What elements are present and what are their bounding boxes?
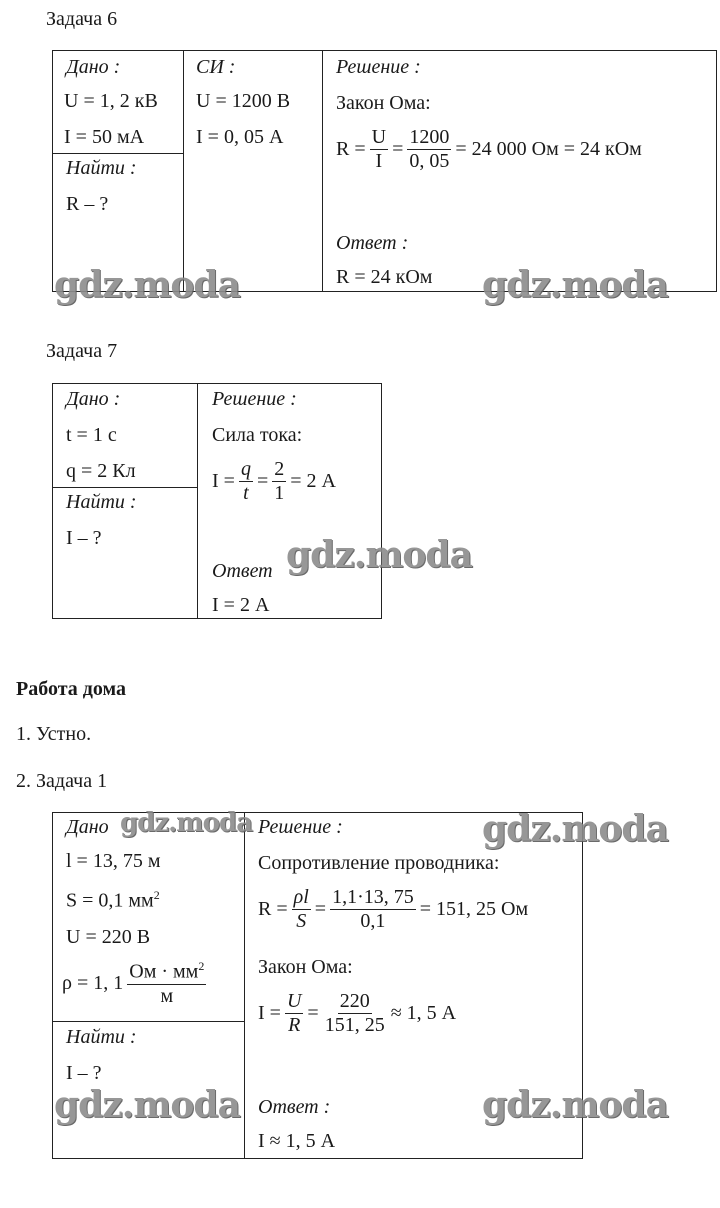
- task1-divider: [244, 812, 245, 1159]
- task6-si-voltage: U = 1200 В: [196, 90, 291, 112]
- task1-eq2-f2-num: 220: [339, 990, 370, 1012]
- task1-eq2-f1-num: U: [286, 990, 302, 1012]
- watermark: gdz.moda: [482, 264, 668, 306]
- task7-eq-f1-num: q: [240, 458, 251, 480]
- task7-given-divider: [52, 487, 197, 488]
- task1-eq1-fraction-2: [330, 886, 416, 933]
- task7-find-label: Найти :: [66, 491, 137, 513]
- task1-given-label: Дано: [66, 816, 109, 838]
- task1-find-label: Найти :: [66, 1026, 137, 1048]
- task7-eq-equals: =: [256, 470, 269, 492]
- task6-divider-2: [322, 50, 323, 292]
- task1-eq2-result: ≈ 1, 5 А: [390, 1002, 457, 1024]
- task6-divider-1: [183, 50, 184, 292]
- watermark: gdz.moda: [54, 264, 240, 306]
- task6-given-label: Дано :: [66, 56, 121, 78]
- task6-answer: R = 24 кОм: [336, 266, 433, 288]
- task7-eq-f2-num: 2: [274, 458, 285, 480]
- task6-solution-label: Решение :: [336, 56, 421, 78]
- task1-eq2-fraction-2: [323, 990, 387, 1037]
- task7-given-time: t = 1 с: [66, 424, 117, 446]
- task1-given-area: [66, 888, 160, 913]
- task7-solution-label: Решение :: [212, 388, 297, 410]
- task1-resistance-title: Сопротивление проводника:: [258, 852, 500, 874]
- task6-eq-equals: =: [392, 138, 404, 160]
- task1-answer: I ≈ 1, 5 А: [258, 1130, 336, 1152]
- task1-eq1-f1-den: S: [296, 910, 307, 932]
- task6-law: Закон Ома:: [336, 92, 431, 114]
- task1-eq2-fraction-1: [285, 990, 303, 1037]
- task7-given-label: Дано :: [66, 388, 121, 410]
- task1-given-length: l = 13, 75 м: [66, 850, 161, 872]
- task7-divider: [197, 383, 198, 619]
- task7-eq-f1-den: t: [243, 482, 249, 504]
- task6-answer-label: Ответ :: [336, 232, 409, 254]
- task1-eq1-f1-num: ρl: [293, 886, 309, 908]
- task7-find: I – ?: [66, 527, 102, 549]
- task6-find: R – ?: [66, 193, 109, 215]
- task6-given-current: I = 50 мА: [64, 126, 145, 148]
- task7-answer: I = 2 А: [212, 594, 270, 616]
- task1-find: I – ?: [66, 1062, 102, 1084]
- task6-si-current: I = 0, 05 А: [196, 126, 284, 148]
- task1-eq2-equals: =: [307, 1002, 319, 1024]
- task6-find-label: Найти :: [66, 157, 137, 179]
- task7-eq-result: = 2 А: [290, 470, 336, 492]
- task6-eq-fraction-1: [370, 126, 388, 173]
- homework-item-2: 2. Задача 1: [16, 770, 108, 792]
- task6-eq-f2-num: 1200: [409, 126, 450, 148]
- task7-equation: [212, 458, 336, 505]
- task1-equation-2: [258, 990, 456, 1037]
- task7-eq-fraction-1: [239, 458, 253, 505]
- task1-eq2-f1-den: R: [288, 1014, 301, 1036]
- task6-title: Задача 6: [46, 8, 118, 30]
- watermark: gdz.moda: [54, 1084, 240, 1126]
- task1-rho-num: [127, 960, 206, 985]
- task6-equation: [336, 126, 642, 173]
- homework-item-1: 1. Устно.: [16, 723, 92, 745]
- task6-eq-f1-num: U: [371, 126, 387, 148]
- task6-given-voltage: U = 1, 2 кВ: [64, 90, 158, 112]
- watermark: gdz.moda: [120, 808, 253, 838]
- task1-equation-1: [258, 886, 528, 933]
- task1-rho-num-sup: 2: [198, 959, 205, 973]
- task6-eq-result: = 24 000 Ом = 24 кОм: [455, 138, 642, 160]
- task7-eq-f2-den: 1: [274, 482, 285, 504]
- task7-eq-lhs: I =: [212, 470, 235, 492]
- task7-law: Сила тока:: [212, 424, 303, 446]
- task1-solution-label: Решение :: [258, 816, 343, 838]
- task6-eq-lhs: R =: [336, 138, 366, 160]
- task1-eq2-f2-den: 151, 25: [324, 1014, 385, 1036]
- task1-given-resistivity: [62, 960, 210, 1008]
- task1-eq1-equals: =: [314, 898, 327, 920]
- task1-eq2-lhs: I =: [258, 1002, 281, 1024]
- task1-eq1-result: = 151, 25 Ом: [419, 898, 529, 920]
- task1-eq1-lhs: R =: [258, 898, 288, 920]
- watermark: gdz.moda: [482, 1084, 668, 1126]
- task6-eq-fraction-2: [407, 126, 451, 173]
- task1-rho-fraction: [127, 960, 206, 1008]
- task1-answer-label: Ответ :: [258, 1096, 331, 1118]
- task7-eq-fraction-2: [272, 458, 286, 505]
- homework-heading: Работа дома: [16, 678, 126, 700]
- task1-given-voltage: U = 220 В: [66, 926, 151, 948]
- task1-rho-den: м: [160, 984, 174, 1007]
- task1-eq1-f2-den: 0,1: [360, 910, 386, 932]
- task1-rho-lhs: ρ = 1, 1: [62, 972, 124, 995]
- task6-si-label: СИ :: [196, 56, 236, 78]
- watermark: gdz.moda: [482, 808, 668, 850]
- task7-given-charge: q = 2 Кл: [66, 460, 136, 482]
- task1-eq1-f2-num: 1,1·13, 75: [332, 886, 414, 908]
- watermark: gdz.moda: [286, 534, 472, 576]
- task1-given-area-sup: 2: [153, 888, 160, 902]
- task7-title: Задача 7: [46, 340, 118, 362]
- task1-rho-num-text: Ом · мм: [129, 960, 199, 983]
- task1-given-divider: [52, 1021, 244, 1022]
- task1-given-area-text: S = 0,1 мм: [66, 889, 154, 912]
- task1-eq1-fraction-1: [292, 886, 311, 933]
- task6-eq-f1-den: I: [375, 150, 383, 172]
- task7-answer-label: Ответ: [212, 560, 273, 582]
- task6-given-divider: [52, 153, 183, 154]
- task1-law: Закон Ома:: [258, 956, 353, 978]
- task6-eq-f2-den: 0, 05: [409, 150, 450, 172]
